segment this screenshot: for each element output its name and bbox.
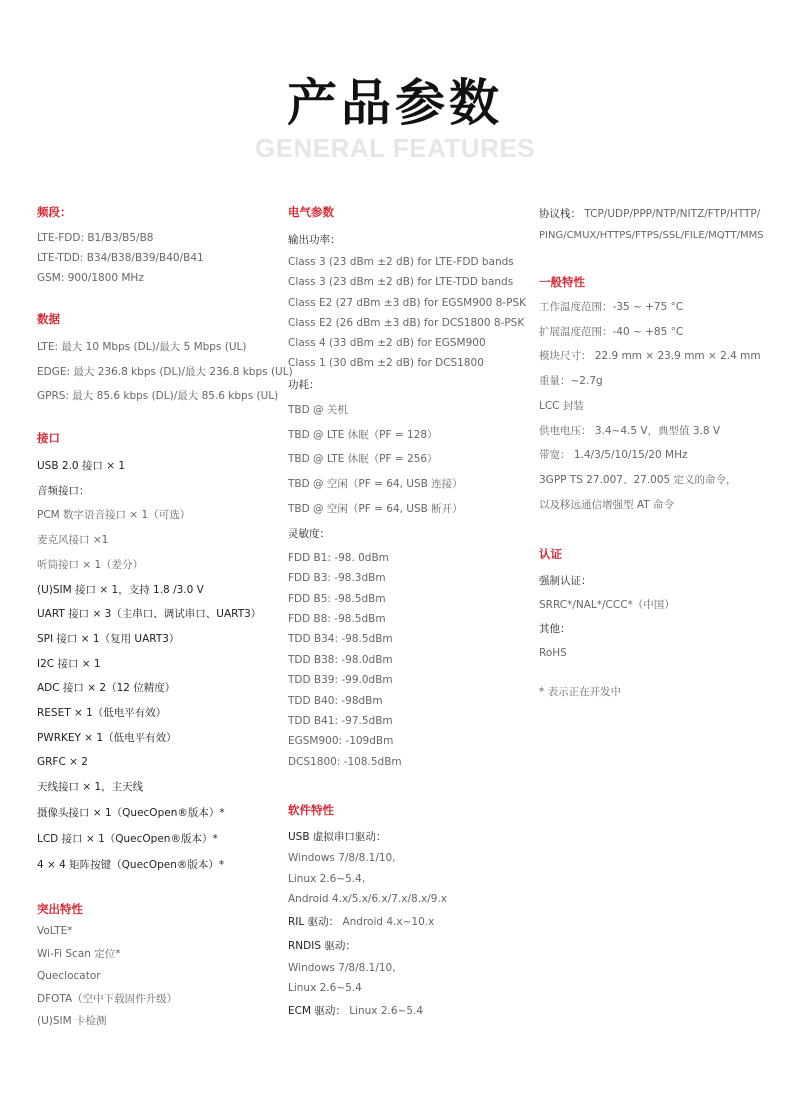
list-item: FDD B8: -98.5dBm [288,612,386,625]
list-item: 工作温度范围：-35 ~ +75 °C [539,301,684,313]
list-item: LTE-TDD: B34/B38/B39/B40/B41 [37,252,204,264]
software-title: 软件特性 [288,803,334,817]
ril-driver-label: RIL 驱动： [288,915,340,928]
list-item: Android 4.x/5.x/6.x/7.x/8.x/9.x [288,893,448,905]
electrical-title: 电气参数 [288,205,334,219]
list-item: LCD 接口 × 1（QuecOpen®版本）* [37,832,218,845]
electrical-section [288,204,526,772]
list-item: GRFC × 2 [37,756,88,769]
list-item: 扩展温度范围：-40 ~ +85 °C [539,325,684,338]
list-item: Windows 7/8/8.1/10, [288,852,396,864]
ril-driver-row [288,910,447,934]
general-title: 一般特性 [539,275,585,289]
protocol-line-1 [539,204,764,224]
ecm-driver-label: ECM 驱动： [288,1004,346,1017]
list-item: TDD B34: -98.5dBm [288,633,393,646]
interface-section [37,430,261,878]
consumption-label: 功耗： [288,378,320,391]
list-item: LTE-FDD: B1/B3/B5/B8 [37,232,154,244]
list-item: USB 2.0 接口 × 1 [37,460,126,472]
list-item: 模块尺寸： 22.9 mm × 23.9 mm × 2.4 mm [539,350,761,363]
protocol-value-1: TCP/UDP/PPP/NTP/NITZ/FTP/HTTP/ [584,208,761,220]
features-section [37,901,177,1033]
list-item: 音频接口： [37,484,90,497]
list-item: TDD B38: -98.0dBm [288,653,393,666]
software-section [288,802,447,1023]
list-item: Wi-Fi Scan 定位* [37,947,121,960]
list-item: 摄像头接口 × 1（QuecOpen®版本）* [37,806,225,819]
list-item: 4 × 4 矩阵按键（QuecOpen®版本）* [37,858,225,871]
protocol-label: 协议栈： [539,208,581,220]
list-item: 供电电压： 3.4~4.5 V，典型值 3.8 V [539,424,721,437]
protocol-value-2: PING/CMUX/HTTPS/FTPS/SSL/FILE/MQTT/MMS [539,230,764,241]
certification-section [539,546,675,665]
list-item: Class 4 (33 dBm ±2 dB) for EGSM900 [288,337,486,350]
list-item: TBD @ 空闲（PF = 64, USB 连接） [288,478,463,491]
power-label: 输出功率： [288,234,341,246]
usb-driver-label: USB 虚拟串口驱动： [288,831,387,843]
list-item: LTE: 最大 10 Mbps (DL)/最大 5 Mbps (UL) [37,341,247,353]
sensitivity-label: 灵敏度： [288,527,330,540]
data-section [37,311,293,409]
list-item: DFOTA（空中下载固件升级） [37,992,178,1005]
rndis-driver-label: RNDIS 驱动： [288,939,356,952]
protocol-section [539,204,764,248]
list-item: TBD @ 关机 [288,403,348,416]
list-item: Class E2 (26 dBm ±3 dB) for DCS1800 8-PSK [288,316,525,329]
frequency-title: 频段： [37,205,72,219]
list-item: 麦克风接口 ×1 [37,534,109,547]
list-item: Queclocator [37,970,101,982]
certification-title: 认证 [539,547,562,561]
list-item: (U)SIM 卡检测 [37,1015,107,1027]
list-item: TBD @ 空闲（PF = 64, USB 断开） [288,502,463,515]
list-item: TBD @ LTE 休眠（PF = 256） [288,453,438,466]
list-item: FDD B3: -98.3dBm [288,572,386,585]
list-item: GSM: 900/1800 MHz [37,272,144,284]
list-item: Class 3 (23 dBm ±2 dB) for LTE-FDD bands [288,256,514,268]
list-item: PWRKEY × 1（低电平有效） [37,731,177,744]
page-subtitle: GENERAL FEATURES [254,133,536,163]
footnote: * 表示正在开发中 [539,686,622,698]
mandatory-cert-label: 强制认证： [539,575,592,587]
frequency-section [37,204,204,288]
list-item: LCC 封装 [539,399,584,412]
ecm-driver-value: Linux 2.6~5.4 [349,1004,424,1017]
list-item: Class E2 (27 dBm ±3 dB) for EGSM900 8-PSK [288,296,526,309]
list-item: FDD B5: -98.5dBm [288,592,386,605]
list-item: VoLTE* [37,925,73,937]
general-section [539,274,761,517]
list-item: (U)SIM 接口 × 1，支持 1.8 /3.0 V [37,583,204,596]
ecm-driver-row [288,999,447,1023]
features-title: 突出特性 [37,902,83,916]
list-item: 带宽： 1.4/3/5/10/15/20 MHz [539,449,688,462]
list-item: FDD B1: -98. 0dBm [288,551,389,564]
list-item: EDGE: 最大 236.8 kbps (DL)/最大 236.8 kbps (UL) [37,365,293,378]
list-item: PCM 数字语音接口 × 1（可选） [37,509,191,522]
list-item: DCS1800: -108.5dBm [288,755,402,768]
list-item: Linux 2.6~5.4 [288,982,362,994]
list-item: 3GPP TS 27.007、27.005 定义的命令， [539,473,737,486]
list-item: 重量：~2.7g [539,375,603,388]
list-item: TDD B41: -97.5dBm [288,715,393,728]
list-item: 以及移远通信增强型 AT 命令 [539,498,674,511]
list-item: 听筒接口 × 1（差分） [37,558,144,571]
list-item: Class 1 (30 dBm ±2 dB) for DCS1800 [288,357,484,370]
page-title: 产品参数 [287,74,503,132]
list-item: GPRS: 最大 85.6 kbps (DL)/最大 85.6 kbps (UL) [37,390,279,402]
list-item: EGSM900: -109dBm [288,735,394,748]
mandatory-cert-value: SRRC*/NAL*/CCC*（中国） [539,599,675,611]
ril-driver-value: Android 4.x~10.x [342,915,435,928]
list-item: Linux 2.6~5.4, [288,872,366,885]
list-item: I2C 接口 × 1 [37,657,101,670]
other-cert-value: RoHS [539,647,567,659]
list-item: 天线接口 × 1，主天线 [37,781,144,794]
list-item: TBD @ LTE 休眠（PF = 128） [288,428,438,441]
list-item: ADC 接口 × 2（12 位精度） [37,682,176,695]
other-cert-label: 其他： [539,623,571,635]
list-item: UART 接口 × 3（主串口、调试串口、UART3） [37,608,262,621]
list-item: Class 3 (23 dBm ±2 dB) for LTE-TDD bands [288,276,514,289]
list-item: TDD B39: -99.0dBm [288,674,393,687]
list-item: Windows 7/8/8.1/10, [288,961,396,974]
list-item: RESET × 1（低电平有效） [37,707,167,720]
list-item: SPI 接口 × 1（复用 UART3） [37,632,180,645]
interface-title: 接口 [37,431,60,445]
list-item: TDD B40: -98dBm [288,694,383,707]
data-title: 数据 [37,312,60,326]
